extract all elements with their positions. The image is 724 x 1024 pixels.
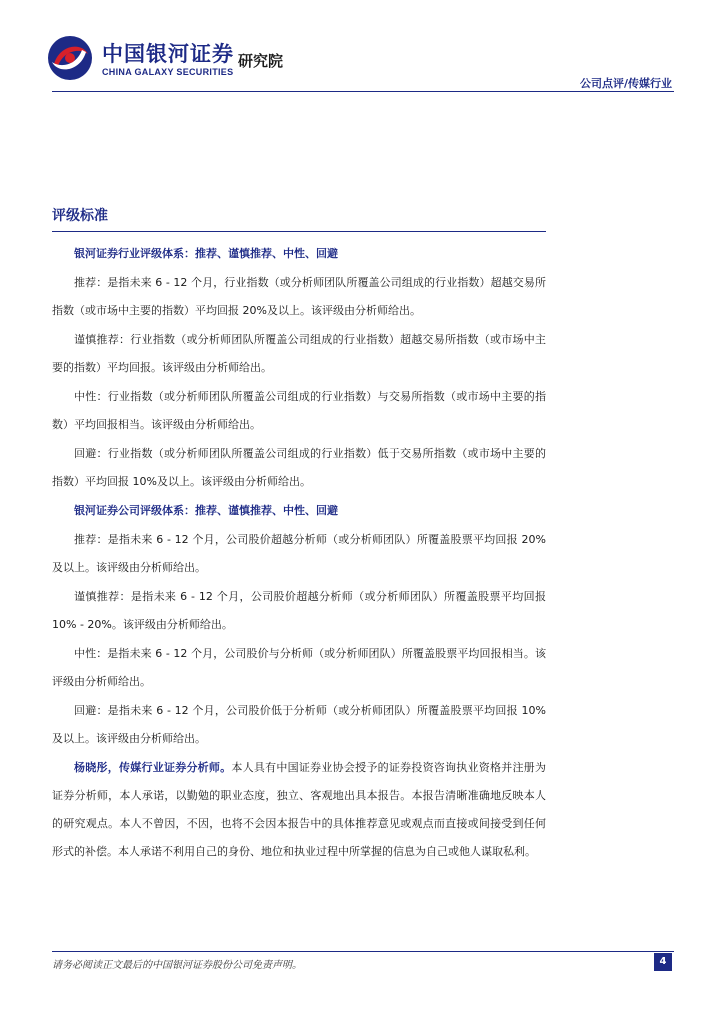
paragraph-company-avoid: 回避：是指未来 6 - 12 个月，公司股价低于分析师（或分析师团队）所覆盖股票平均回报 10%及以上。该评级由分析师给出。 [52, 704, 546, 745]
footer-divider [52, 951, 674, 952]
company-logo [46, 30, 306, 86]
company-rating-heading: 银河证券公司评级体系：推荐、谨慎推荐、中性、回避 [74, 504, 338, 517]
report-category: 公司点评/传媒行业 [579, 77, 672, 90]
analyst-statement-text: 本人具有中国证券业协会授予的证券投资咨询执业资格并注册为证券分析师，本人承诺，以勤勉的职业态度，独立、客观地出具本报告。本报告清晰准确地反映本人的研究观点。本人不曾因，不因，也将不会因本报告中的具体推荐意见或观点而直接或间接受到任何形式的补偿。本人承诺不利用自己的身份、地位和执业过程中所掌握的信息为自己或他人谋取私利。 [52, 761, 547, 858]
header-divider [52, 91, 674, 92]
paragraph-company-cautious: 谨慎推荐：是指未来 6 - 12 个月，公司股价超越分析师（或分析师团队）所覆盖股票平均回报 10% - 20%。该评级由分析师给出。 [52, 590, 546, 631]
logo-chinese-name: 中国银河证券 [102, 42, 234, 66]
industry-rating-heading: 银河证券行业评级体系：推荐、谨慎推荐、中性、回避 [74, 247, 338, 260]
page-number: 4 [654, 953, 672, 971]
galaxy-logo-icon [46, 34, 94, 82]
logo-subtitle: 研究院 [238, 52, 284, 70]
paragraph-company-neutral: 中性：是指未来 6 - 12 个月，公司股价与分析师（或分析师团队）所覆盖股票平均回报相当。该评级由分析师给出。 [52, 647, 546, 688]
analyst-statement [52, 754, 546, 866]
rating-standards-body [52, 240, 546, 867]
paragraph-company-recommend: 推荐：是指未来 6 - 12 个月，公司股价超越分析师（或分析师团队）所覆盖股票平均回报 20%及以上。该评级由分析师给出。 [52, 533, 546, 574]
paragraph-industry-avoid: 回避：行业指数（或分析师团队所覆盖公司组成的行业指数）低于交易所指数（或市场中主要的指数）平均回报 10%及以上。该评级由分析师给出。 [52, 447, 546, 488]
section-title: 评级标准 [52, 208, 108, 224]
footer-disclaimer: 请务必阅读正文最后的中国银河证券股份公司免责声明。 [52, 960, 302, 971]
paragraph-industry-cautious: 谨慎推荐：行业指数（或分析师团队所覆盖公司组成的行业指数）超越交易所指数（或市场中主要的指数）平均回报。该评级由分析师给出。 [52, 333, 546, 374]
section-divider [52, 231, 546, 232]
analyst-name: 杨晓彤，传媒行业证券分析师。 [74, 761, 232, 774]
logo-english-name: CHINA GALAXY SECURITIES [102, 67, 234, 77]
paragraph-industry-neutral: 中性：行业指数（或分析师团队所覆盖公司组成的行业指数）与交易所指数（或市场中主要的指数）平均回报相当。该评级由分析师给出。 [52, 390, 546, 431]
paragraph-industry-recommend: 推荐：是指未来 6 - 12 个月，行业指数（或分析师团队所覆盖公司组成的行业指数）超越交易所指数（或市场中主要的指数）平均回报 20%及以上。该评级由分析师给出。 [52, 276, 546, 317]
